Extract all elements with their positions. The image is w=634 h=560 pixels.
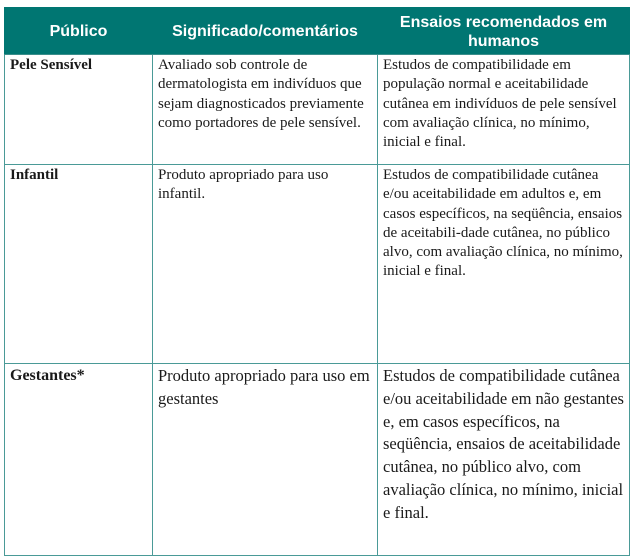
cell-ensaios: Estudos de compatibilidade cutânea e/ou aceitabilidade em não gestantes e, em casos específicos, na seqüência, ensaios de aceitabilidade cutânea, no público alvo, com avaliação clínica, no mínimo, inicial e final.	[378, 364, 630, 556]
header-significado: Significado/comentários	[153, 8, 378, 55]
cell-publico: Gestantes*	[5, 364, 153, 556]
table-container	[4, 7, 629, 556]
table-row	[5, 55, 630, 165]
cell-ensaios: Estudos de compatibilidade cutânea e/ou aceitabilidade em adultos e, em casos específicos, na seqüência, ensaios de aceitabili-dade cutânea, no público alvo, com avaliação clínica, no mínimo, inicial e final.	[378, 165, 630, 364]
header-ensaios: Ensaios recomendados em humanos	[378, 8, 630, 55]
table-row	[5, 364, 630, 556]
cell-publico: Infantil	[5, 165, 153, 364]
header-publico: Público	[5, 8, 153, 55]
header-row	[5, 8, 630, 55]
cell-significado: Avaliado sob controle de dermatologista em indivíduos que sejam diagnosticados previamente como portadores de pele sensível.	[153, 55, 378, 165]
cell-significado: Produto apropriado para uso em gestantes	[153, 364, 378, 556]
cell-significado: Produto apropriado para uso infantil.	[153, 165, 378, 364]
cell-ensaios: Estudos de compatibilidade em população normal e aceitabilidade cutânea em indivíduos de pele sensível com avaliação clínica, no mínimo, inicial e final.	[378, 55, 630, 165]
cell-publico: Pele Sensível	[5, 55, 153, 165]
recommended-tests-table	[4, 7, 630, 556]
table-row	[5, 165, 630, 364]
